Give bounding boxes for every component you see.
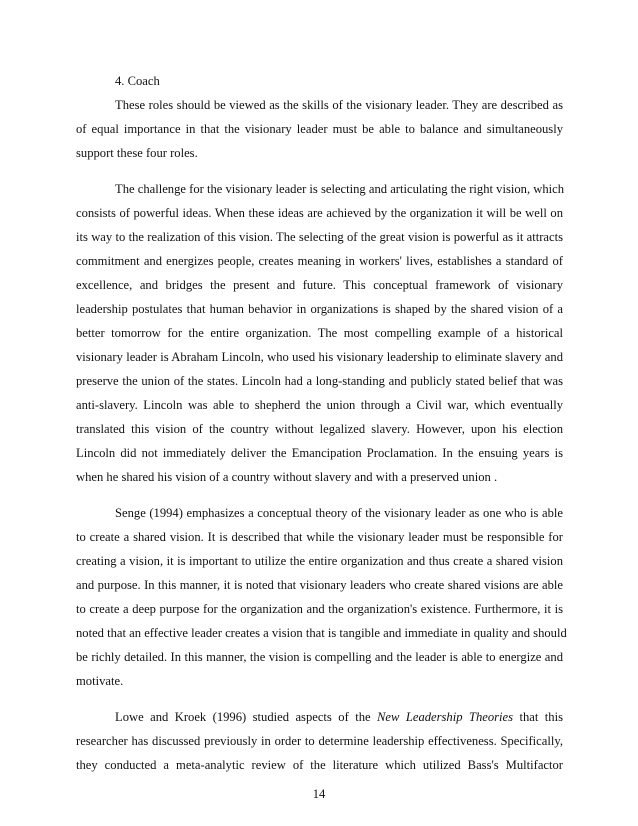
- text-line: to create a deep purpose for the organization and the organization's existence. Furthermore, it is: [76, 602, 563, 616]
- text-line: The challenge for the visionary leader is selecting and articulating the right vision, which: [115, 182, 565, 196]
- text-line: support these four roles.: [76, 146, 198, 160]
- italic-title: New Leadership Theories: [377, 710, 514, 724]
- text-line: to create a shared vision. It is described that while the visionary leader must be responsible for: [76, 530, 563, 544]
- text-line: of equal importance in that the visionary leader must be able to balance and simultaneously: [76, 122, 563, 136]
- text-line: consists of powerful ideas. When these ideas are achieved by the organization it will be well on: [76, 206, 563, 220]
- text-line: its way to the realization of this vision. The selecting of the great vision is powerful as it attracts: [76, 230, 563, 244]
- text-line: [115, 709, 563, 725]
- text-run: Lowe and Kroek (1996) studied aspects of the: [115, 710, 378, 724]
- text-line: researcher has discussed previously in order to determine leadership effectiveness. Specifically,: [76, 734, 563, 748]
- text-line: when he shared his vision of a country without slavery and with a preserved union .: [76, 470, 498, 484]
- text-run: that this: [513, 710, 563, 724]
- text-line: commitment and energizes people, creates meaning in workers' lives, establishes a standard of: [76, 254, 563, 268]
- text-line: and purpose. In this manner, it is noted that visionary leaders who create shared visions are able: [76, 578, 563, 592]
- text-line: they conducted a meta-analytic review of the literature which utilized Bass's Multifactor: [76, 758, 563, 772]
- page-number: 14: [312, 787, 326, 801]
- text-line: Senge (1994) emphasizes a conceptual theory of the visionary leader as one who is able: [115, 506, 563, 520]
- text-line: better tomorrow for the entire organization. The most compelling example of a historical: [76, 326, 563, 340]
- text-line: Lincoln did not immediately deliver the Emancipation Proclamation. In the ensuing years is: [76, 446, 563, 460]
- text-line: translated this vision of the country without legalized slavery. However, upon his election: [76, 422, 563, 436]
- text-line: preserve the union of the states. Lincoln had a long-standing and publicly stated belief that was: [76, 374, 563, 388]
- text-line: excellence, and bridges the present and future. This conceptual framework of visionary: [76, 278, 563, 292]
- text-line: motivate.: [76, 674, 124, 688]
- text-line: be richly detailed. In this manner, the vision is compelling and the leader is able to energize and: [76, 650, 563, 664]
- list-item-coach: 4. Coach: [115, 74, 160, 88]
- text-line: visionary leader is Abraham Lincoln, who used his visionary leadership to eliminate slavery and: [76, 350, 563, 364]
- text-line: leadership postulates that human behavior in organizations is shaped by the shared vision of a: [76, 302, 563, 316]
- text-line: creating a vision, it is important to utilize the entire organization and thus create a shared vision: [76, 554, 563, 568]
- text-line: These roles should be viewed as the skills of the visionary leader. They are described as: [115, 98, 563, 112]
- text-line: noted that an effective leader creates a vision that is tangible and immediate in quality and should: [76, 626, 567, 640]
- text-line: anti-slavery. Lincoln was able to shepherd the union through a Civil war, which eventually: [76, 398, 563, 412]
